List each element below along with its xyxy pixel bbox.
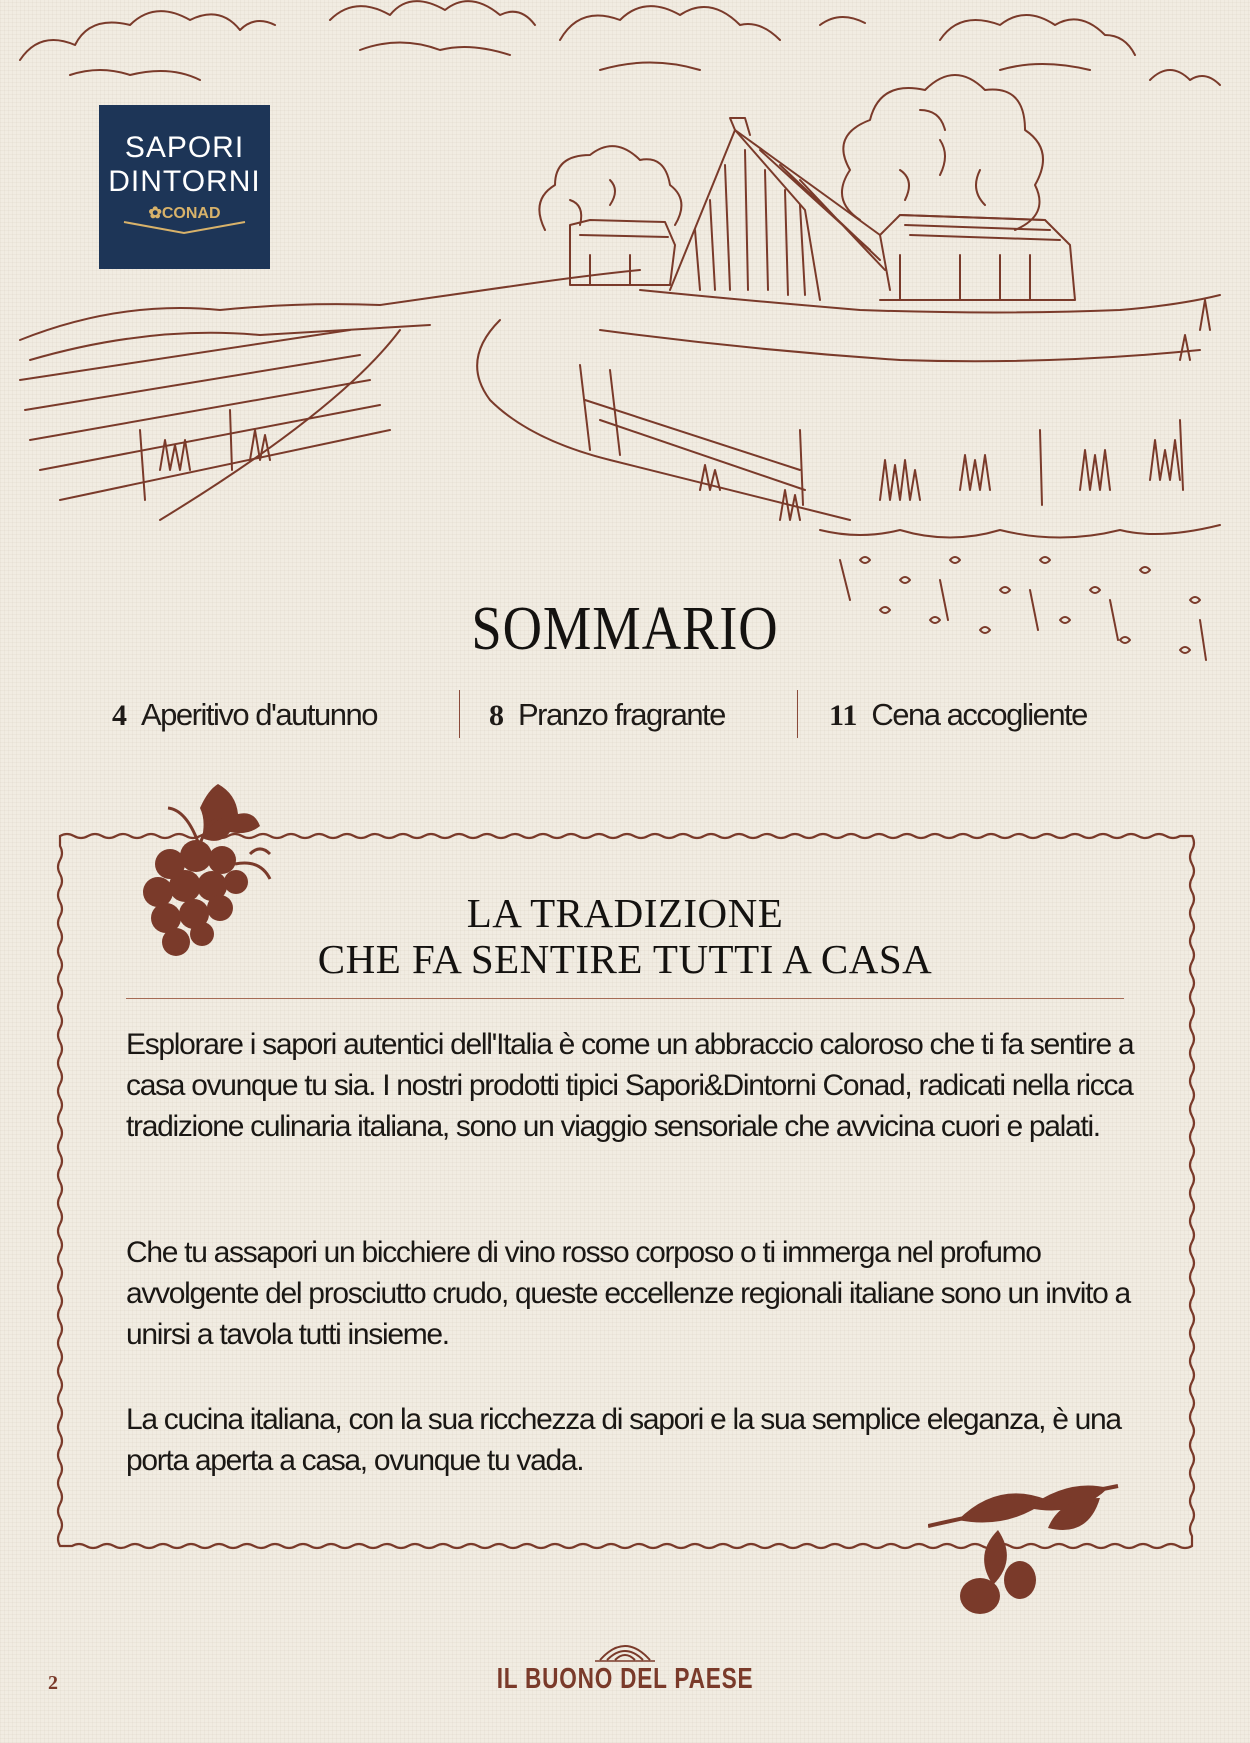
countryside-illustration (0, 0, 1250, 680)
toc-label: Pranzo fragrante (518, 697, 725, 732)
box-title-line-1: LA TRADIZIONE (466, 890, 784, 936)
logo-line-1: SAPORI (124, 131, 245, 164)
box-title-line-2: CHE FA SENTIRE TUTTI A CASA (317, 936, 933, 982)
toc-divider (797, 690, 798, 738)
toc-number: 4 (112, 699, 127, 732)
paragraph-2: Che tu assapori un bicchiere di vino rosso corposo o ti immerga nel profumo avvolgente del prosciutto crudo, queste eccellenze regionali italiane sono un invito a unirsi a tavola tutti insieme. (126, 1236, 1130, 1351)
logo-chevron-icon (119, 217, 250, 237)
footer-emblem-icon (595, 1640, 655, 1662)
table-of-contents (0, 693, 1250, 749)
toc-number: 11 (829, 699, 858, 732)
paragraph-1: Esplorare i sapori autentici dell'Italia è come un abbraccio caloroso che ti fa sentire a casa ovunque tu sia. I nostri prodotti tipici Sapori&Dintorni Conad, radicati nella ricca tradizione culinaria italiana, sono un viaggio sensoriale che avvicina cuori e palati. (126, 1028, 1134, 1143)
toc-divider (459, 690, 460, 738)
olive-branch-icon (928, 1478, 1128, 1618)
toc-item-aperitivo (112, 693, 377, 749)
toc-item-pranzo (489, 693, 725, 749)
toc-number: 8 (489, 699, 504, 732)
footer-brand: IL BUONO DEL PAESE (496, 1663, 754, 1695)
logo-line-3: ✿CONAD (148, 205, 221, 222)
toc-label: Aperitivo d'autunno (141, 697, 377, 732)
box-title (125, 890, 1125, 982)
toc-label: Cena accogliente (871, 697, 1087, 732)
toc-item-cena (829, 693, 1087, 749)
page-title: SOMMARIO (471, 595, 779, 663)
title-divider (126, 998, 1124, 999)
paragraph-3: La cucina italiana, con la sua ricchezza di sapori e la sua semplice eleganza, è una porta aperta a casa, ovunque tu vada. (126, 1403, 1121, 1477)
logo-line-2: DINTORNI (108, 165, 261, 198)
sapori-dintorni-logo (99, 105, 270, 269)
page-number: 2 (48, 1672, 58, 1694)
